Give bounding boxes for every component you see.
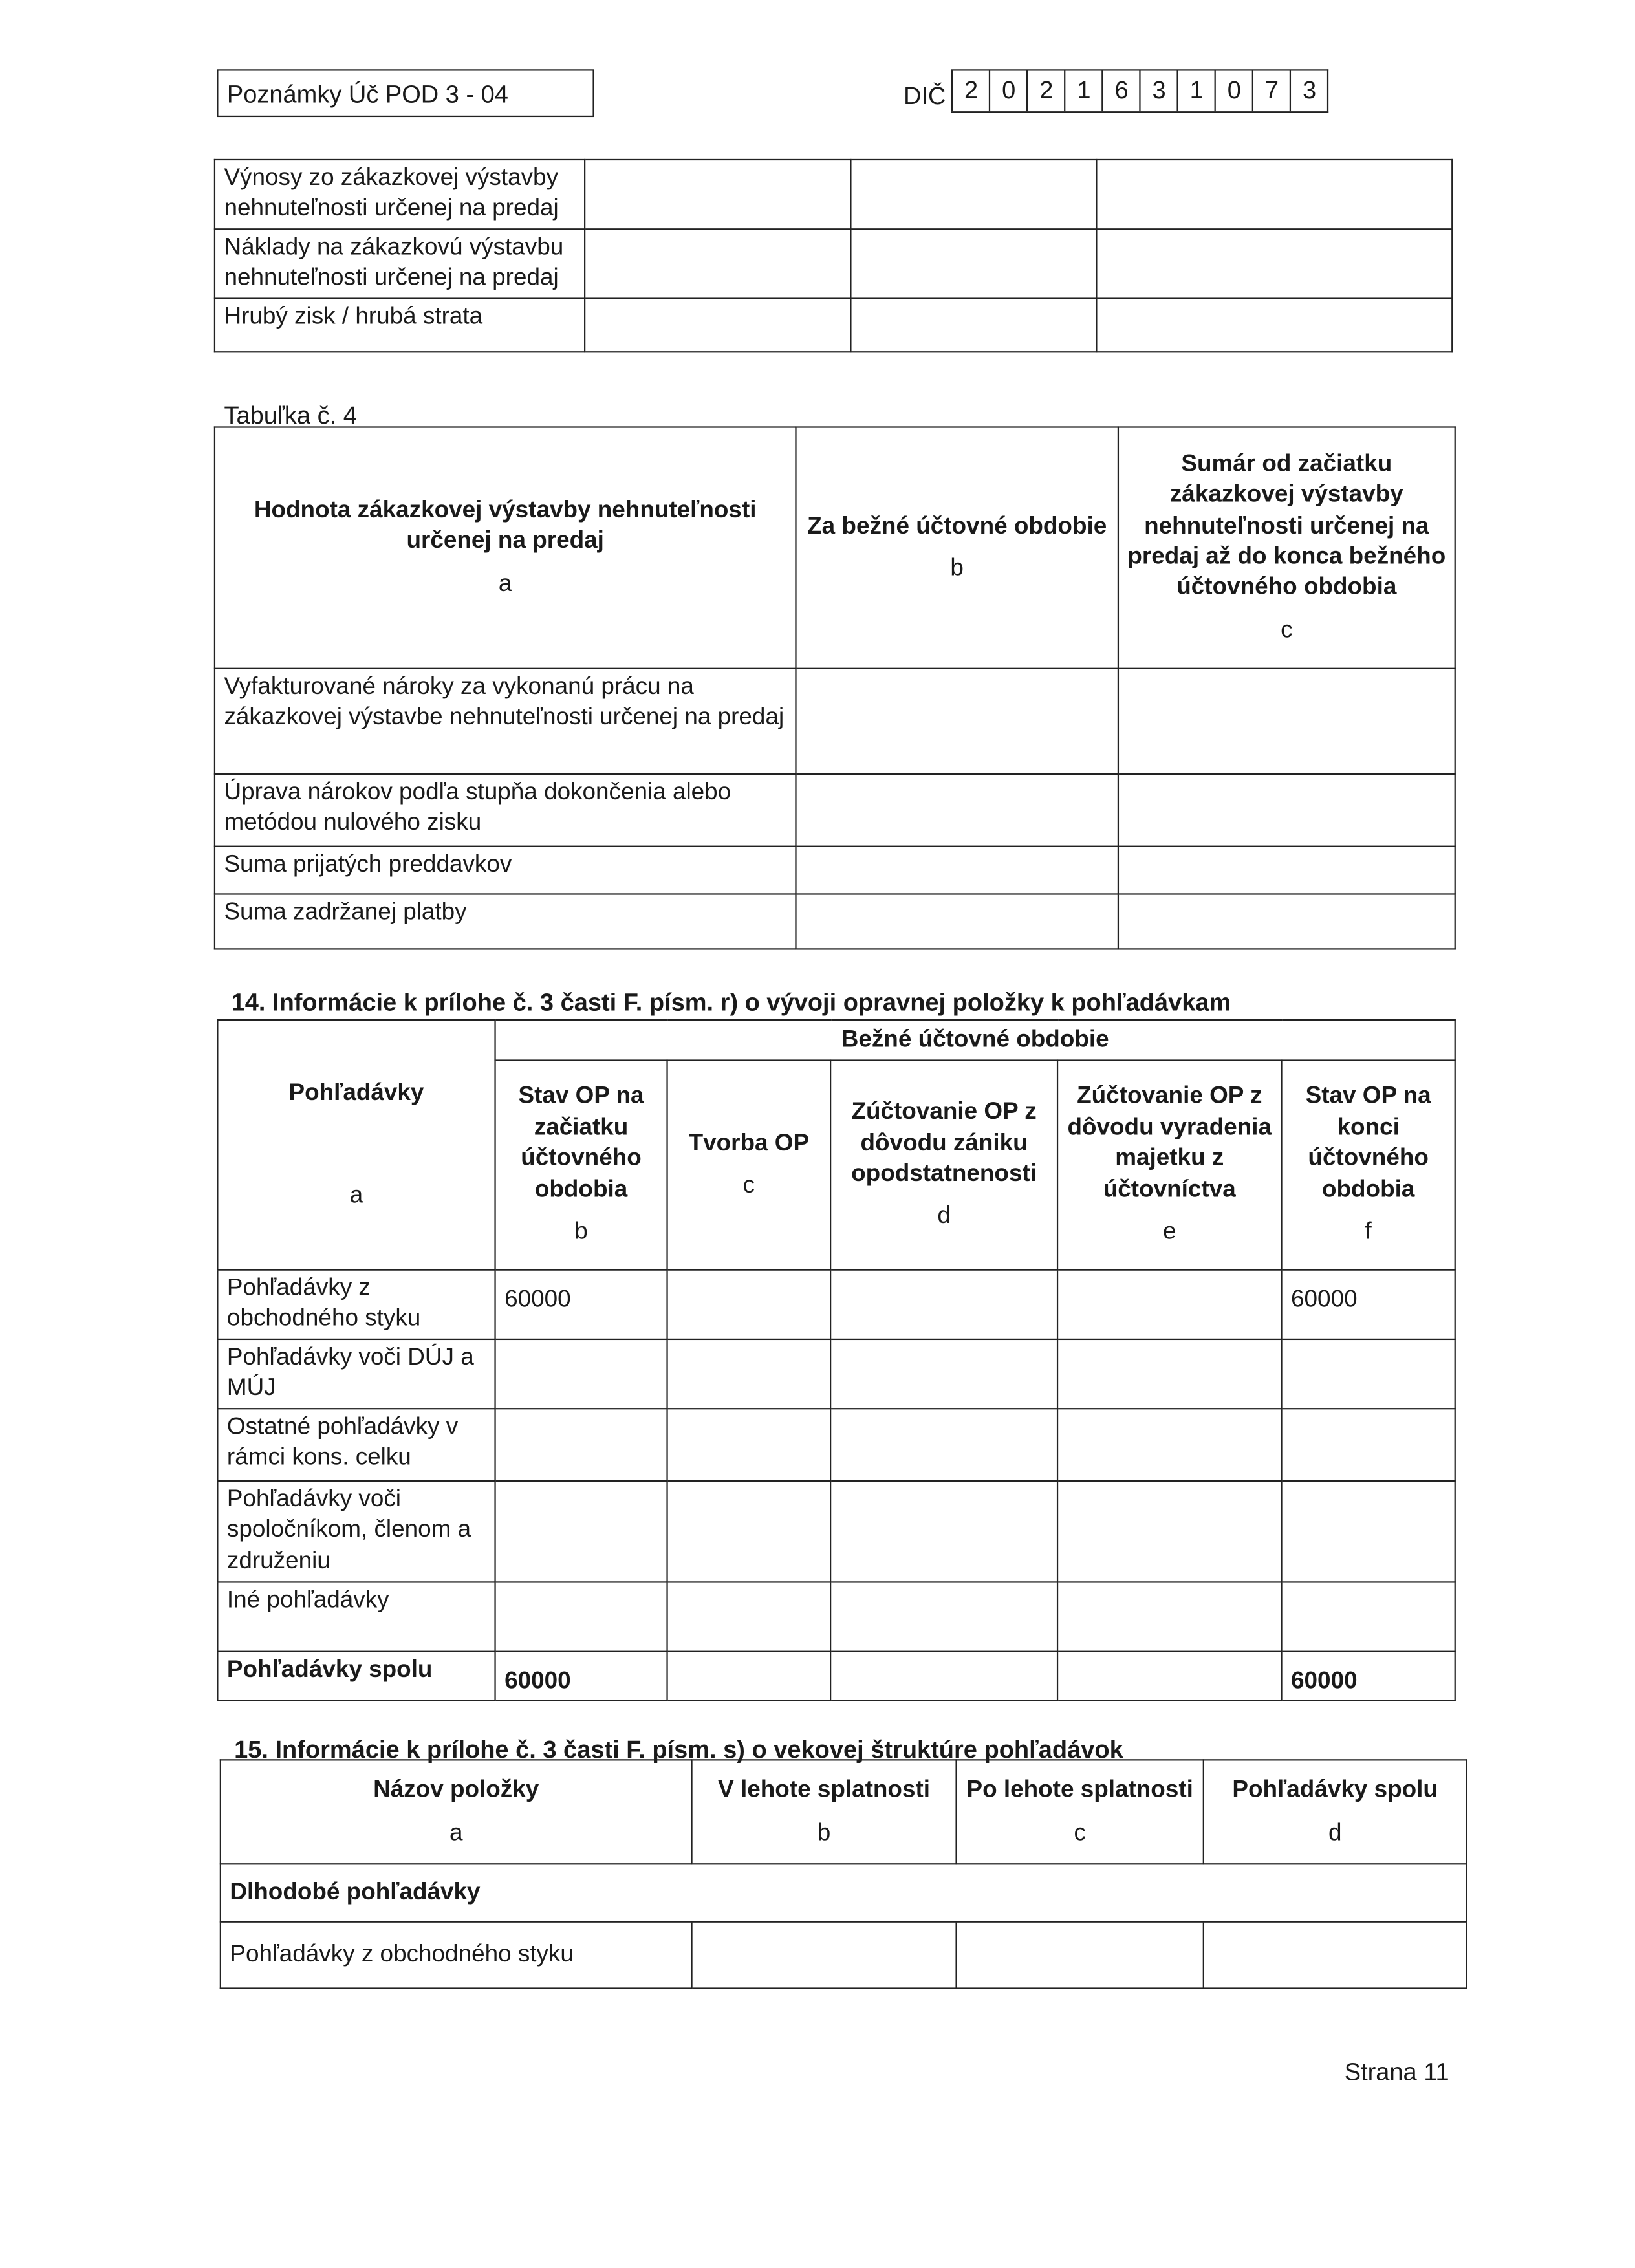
column-header	[215, 427, 796, 669]
value-cell[interactable]	[830, 1339, 1057, 1409]
receivables-age-table	[220, 1759, 1467, 1989]
group-header-row	[217, 1020, 1455, 1061]
value-cell[interactable]	[667, 1339, 831, 1409]
table-row	[217, 1480, 1455, 1581]
column-letter: c	[1074, 1819, 1086, 1846]
table-row	[215, 669, 1455, 774]
column-header-text: Názov položky	[373, 1777, 539, 1803]
column-letter: a	[349, 1182, 363, 1209]
column-letter: b	[817, 1819, 831, 1846]
value-cell[interactable]	[585, 160, 850, 229]
column-letter: a	[498, 570, 512, 597]
value-cell[interactable]	[1057, 1270, 1281, 1339]
value-cell[interactable]	[1096, 160, 1452, 229]
dic-digit: 1	[1177, 71, 1215, 112]
row-label: Náklady na zákazkovú výstavbu nehnuteľnosti určenej na predaj	[215, 229, 585, 298]
value-cell[interactable]	[796, 774, 1118, 847]
row-label: Suma prijatých preddavkov	[215, 847, 796, 894]
value-cell[interactable]	[796, 847, 1118, 894]
column-header	[1057, 1061, 1281, 1270]
dic-field	[904, 69, 1329, 113]
value-cell[interactable]	[1118, 669, 1455, 774]
value-cell[interactable]	[1118, 774, 1455, 847]
value-cell[interactable]	[495, 1582, 667, 1651]
value-cell[interactable]	[495, 1409, 667, 1481]
value-cell[interactable]	[667, 1480, 831, 1581]
value-cell[interactable]	[1282, 1480, 1455, 1581]
row-label: Ostatné pohľadávky v rámci kons. celku	[217, 1409, 495, 1481]
column-letter: c	[742, 1172, 755, 1198]
column-header-text: Stav OP na začiatku účtovného obdobia	[518, 1083, 644, 1203]
value-cell[interactable]	[1118, 847, 1455, 894]
column-letter: b	[574, 1218, 588, 1245]
value-cell[interactable]	[1096, 299, 1452, 352]
row-label: Iné pohľadávky	[217, 1582, 495, 1651]
column-letter: d	[937, 1203, 951, 1229]
column-header-text: V lehote splatnosti	[718, 1777, 931, 1803]
dic-digit: 2	[951, 71, 989, 112]
dic-digits	[951, 69, 1328, 113]
column-header	[221, 1760, 692, 1864]
value-cell[interactable]	[850, 229, 1096, 298]
value-cell[interactable]	[667, 1651, 831, 1701]
value-cell[interactable]	[1282, 1409, 1455, 1481]
value-cell[interactable]	[1057, 1339, 1281, 1409]
column-header-text: Stav OP na konci účtovného obdobia	[1305, 1083, 1431, 1203]
value-cell[interactable]	[830, 1582, 1057, 1651]
form-label: Poznámky Úč POD 3 - 04	[226, 81, 508, 109]
value-cell[interactable]	[667, 1270, 831, 1339]
dic-digit: 6	[1102, 71, 1140, 112]
table-row	[217, 1339, 1455, 1409]
column-header	[830, 1061, 1057, 1270]
value-cell[interactable]	[495, 1480, 667, 1581]
column-header-text: Po lehote splatnosti	[966, 1777, 1193, 1803]
table-row	[215, 774, 1455, 847]
group-row	[221, 1864, 1467, 1921]
table4-caption: Tabuľka č. 4	[224, 402, 357, 429]
value-cell[interactable]	[1096, 229, 1452, 298]
table-row	[215, 299, 1452, 352]
value-cell[interactable]	[1118, 894, 1455, 949]
column-letter: a	[449, 1819, 463, 1846]
column-header	[796, 427, 1118, 669]
column-header-text: Pohľadávky	[288, 1079, 424, 1105]
row-label: Pohľadávky voči DÚJ a MÚJ	[217, 1339, 495, 1409]
column-header	[1118, 427, 1455, 669]
allowance-table	[217, 1019, 1456, 1701]
row-label: Výnosy zo zákazkovej výstavby nehnuteľnosti určenej na predaj	[215, 160, 585, 229]
page-number: Strana 11	[1344, 2058, 1449, 2086]
value-cell[interactable]	[585, 229, 850, 298]
column-header	[495, 1061, 667, 1270]
dic-digit: 3	[1290, 71, 1327, 112]
value-cell[interactable]	[585, 299, 850, 352]
form-label-box	[217, 69, 594, 117]
value-cell[interactable]	[692, 1922, 957, 1989]
column-letter: f	[1365, 1218, 1372, 1245]
dic-label: DIČ	[904, 82, 946, 110]
dic-digit: 0	[990, 71, 1027, 112]
column-letter: c	[1281, 617, 1293, 643]
column-header	[692, 1760, 957, 1864]
value-cell[interactable]	[830, 1270, 1057, 1339]
value-cell[interactable]	[830, 1480, 1057, 1581]
section14-title: 14. Informácie k prílohe č. 3 časti F. písm. r) o vývoji opravnej položky k pohľadávkam	[231, 988, 1231, 1017]
value-cell[interactable]	[957, 1922, 1204, 1989]
column-header	[217, 1020, 495, 1270]
value-cell[interactable]	[667, 1409, 831, 1481]
group-row-label: Dlhodobé pohľadávky	[221, 1864, 1467, 1921]
value-cell[interactable]	[850, 160, 1096, 229]
dic-digit: 7	[1252, 71, 1290, 112]
value-cell[interactable]	[1057, 1651, 1281, 1701]
header-row	[221, 1760, 1467, 1864]
value-cell[interactable]	[796, 894, 1118, 949]
value-cell[interactable]	[667, 1582, 831, 1651]
value-cell[interactable]	[850, 299, 1096, 352]
dic-digit: 1	[1065, 71, 1102, 112]
row-label: Pohľadávky spolu	[217, 1651, 495, 1701]
value-cell[interactable]	[1204, 1922, 1467, 1989]
column-header-text: Zúčtovanie OP z dôvodu vyradenia majetku z účtovníctva	[1067, 1083, 1272, 1203]
value-cell[interactable]	[1057, 1582, 1281, 1651]
column-letter: b	[950, 555, 964, 581]
value-cell[interactable]: 60000	[1282, 1270, 1455, 1339]
value-cell[interactable]: 60000	[1282, 1651, 1455, 1701]
table-4	[214, 426, 1456, 949]
column-header	[957, 1760, 1204, 1864]
value-cell[interactable]	[1057, 1480, 1281, 1581]
column-letter: e	[1163, 1218, 1176, 1245]
row-label: Vyfakturované nároky za vykonanú prácu na zákazkovej výstavbe nehnuteľnosti určenej na predaj	[215, 669, 796, 774]
table-row	[215, 229, 1452, 298]
column-header	[1282, 1061, 1455, 1270]
table-row	[217, 1651, 1455, 1701]
row-label: Pohľadávky z obchodného styku	[217, 1270, 495, 1339]
column-header-text: Sumár od začiatku zákazkovej výstavby nehnuteľnosti určenej na predaj až do konca bežného účtovného obdobia	[1127, 450, 1446, 601]
value-cell[interactable]	[495, 1339, 667, 1409]
value-cell[interactable]	[830, 1651, 1057, 1701]
column-header	[667, 1061, 831, 1270]
section15-title: 15. Informácie k prílohe č. 3 časti F. písm. s) o vekovej štruktúre pohľadávok	[234, 1736, 1123, 1764]
row-label: Hrubý zisk / hrubá strata	[215, 299, 585, 352]
table-row	[215, 847, 1455, 894]
value-cell[interactable]	[796, 669, 1118, 774]
dic-digit: 3	[1140, 71, 1177, 112]
value-cell[interactable]	[1282, 1339, 1455, 1409]
group-header: Bežné účtovné obdobie	[495, 1020, 1455, 1061]
dic-digit: 0	[1215, 71, 1252, 112]
column-header-text: Zúčtovanie OP z dôvodu zániku opodstatnenosti	[851, 1099, 1037, 1187]
header-row	[215, 427, 1455, 669]
column-letter: d	[1328, 1819, 1342, 1846]
row-label: Pohľadávky z obchodného styku	[221, 1922, 692, 1989]
value-cell[interactable]	[1282, 1582, 1455, 1651]
column-header	[1204, 1760, 1467, 1864]
column-header-text: Za bežné účtovné obdobie	[807, 512, 1107, 539]
column-header-text: Hodnota zákazkovej výstavby nehnuteľnosti určenej na predaj	[254, 497, 757, 554]
row-label: Úprava nárokov podľa stupňa dokončenia alebo metódou nulového zisku	[215, 774, 796, 847]
dic-digit: 2	[1027, 71, 1065, 112]
table-row	[217, 1582, 1455, 1651]
value-cell[interactable]	[1057, 1409, 1281, 1481]
row-label: Pohľadávky voči spoločníkom, členom a združeniu	[217, 1480, 495, 1581]
row-label: Suma zadržanej platby	[215, 894, 796, 949]
value-cell[interactable]	[830, 1409, 1057, 1481]
table-row	[215, 894, 1455, 949]
value-cell[interactable]: 60000	[495, 1651, 667, 1701]
table-row	[221, 1922, 1467, 1989]
column-header-text: Pohľadávky spolu	[1232, 1777, 1438, 1803]
table-row	[217, 1409, 1455, 1481]
table-row	[215, 160, 1452, 229]
construction-revenue-table	[214, 159, 1453, 353]
column-header-text: Tvorba OP	[688, 1129, 810, 1156]
value-cell[interactable]: 60000	[495, 1270, 667, 1339]
table-row	[217, 1270, 1455, 1339]
